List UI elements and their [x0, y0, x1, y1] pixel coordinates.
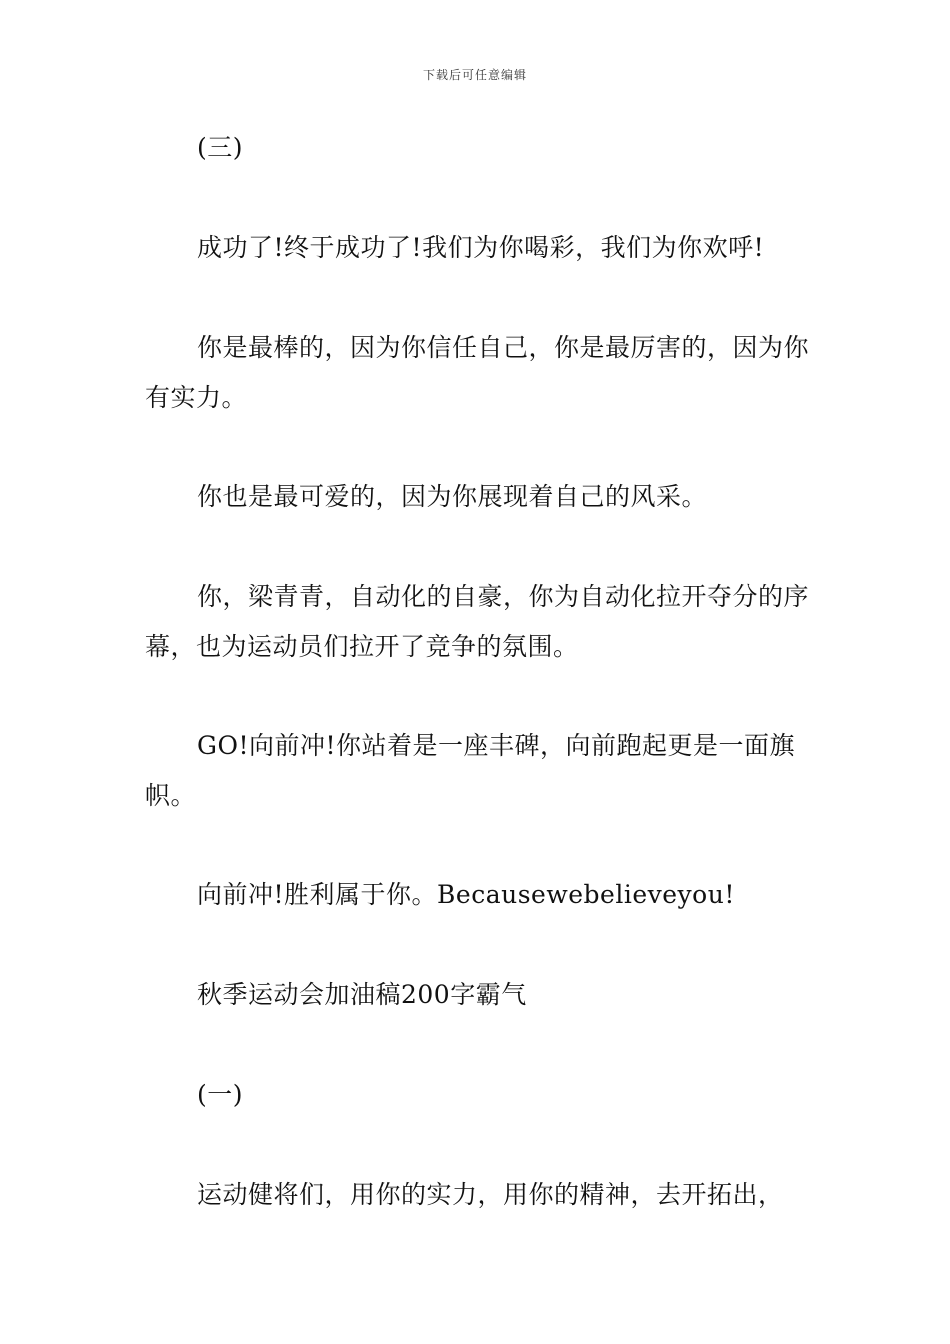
paragraph-section-one-heading: (一) [197, 1080, 244, 1109]
page-header: 下载后可任意编辑 [422, 68, 527, 82]
paragraph-athletes: 运动健将们，用你的实力，用你的精神，去开拓出， [197, 1180, 784, 1209]
paragraph-you-are-best: 你是最棒的，因为你信任自己，你是最厉害的，因为你有实力。 [145, 333, 810, 412]
paragraph-success: 成功了!终于成功了!我们为你喝彩，我们为你欢呼! [197, 233, 765, 262]
paragraph-most-lovely: 你也是最可爱的，因为你展现着自己的风采。 [197, 482, 708, 511]
paragraph-section-title: 秋季运动会加油稿200字霸气 [197, 980, 527, 1009]
paragraph-victory: 向前冲!胜利属于你。Becausewebelieveyou! [197, 880, 735, 909]
paragraph-section-three-heading: (三) [197, 133, 244, 162]
paragraph-go-forward: GO!向前冲!你站着是一座丰碑，向前跑起更是一面旗帜。 [145, 731, 796, 810]
paragraph-liang-qingqing: 你，梁青青，自动化的自豪，你为自动化拉开夺分的序幕，也为运动员们拉开了竞争的氛围。 [145, 582, 810, 661]
